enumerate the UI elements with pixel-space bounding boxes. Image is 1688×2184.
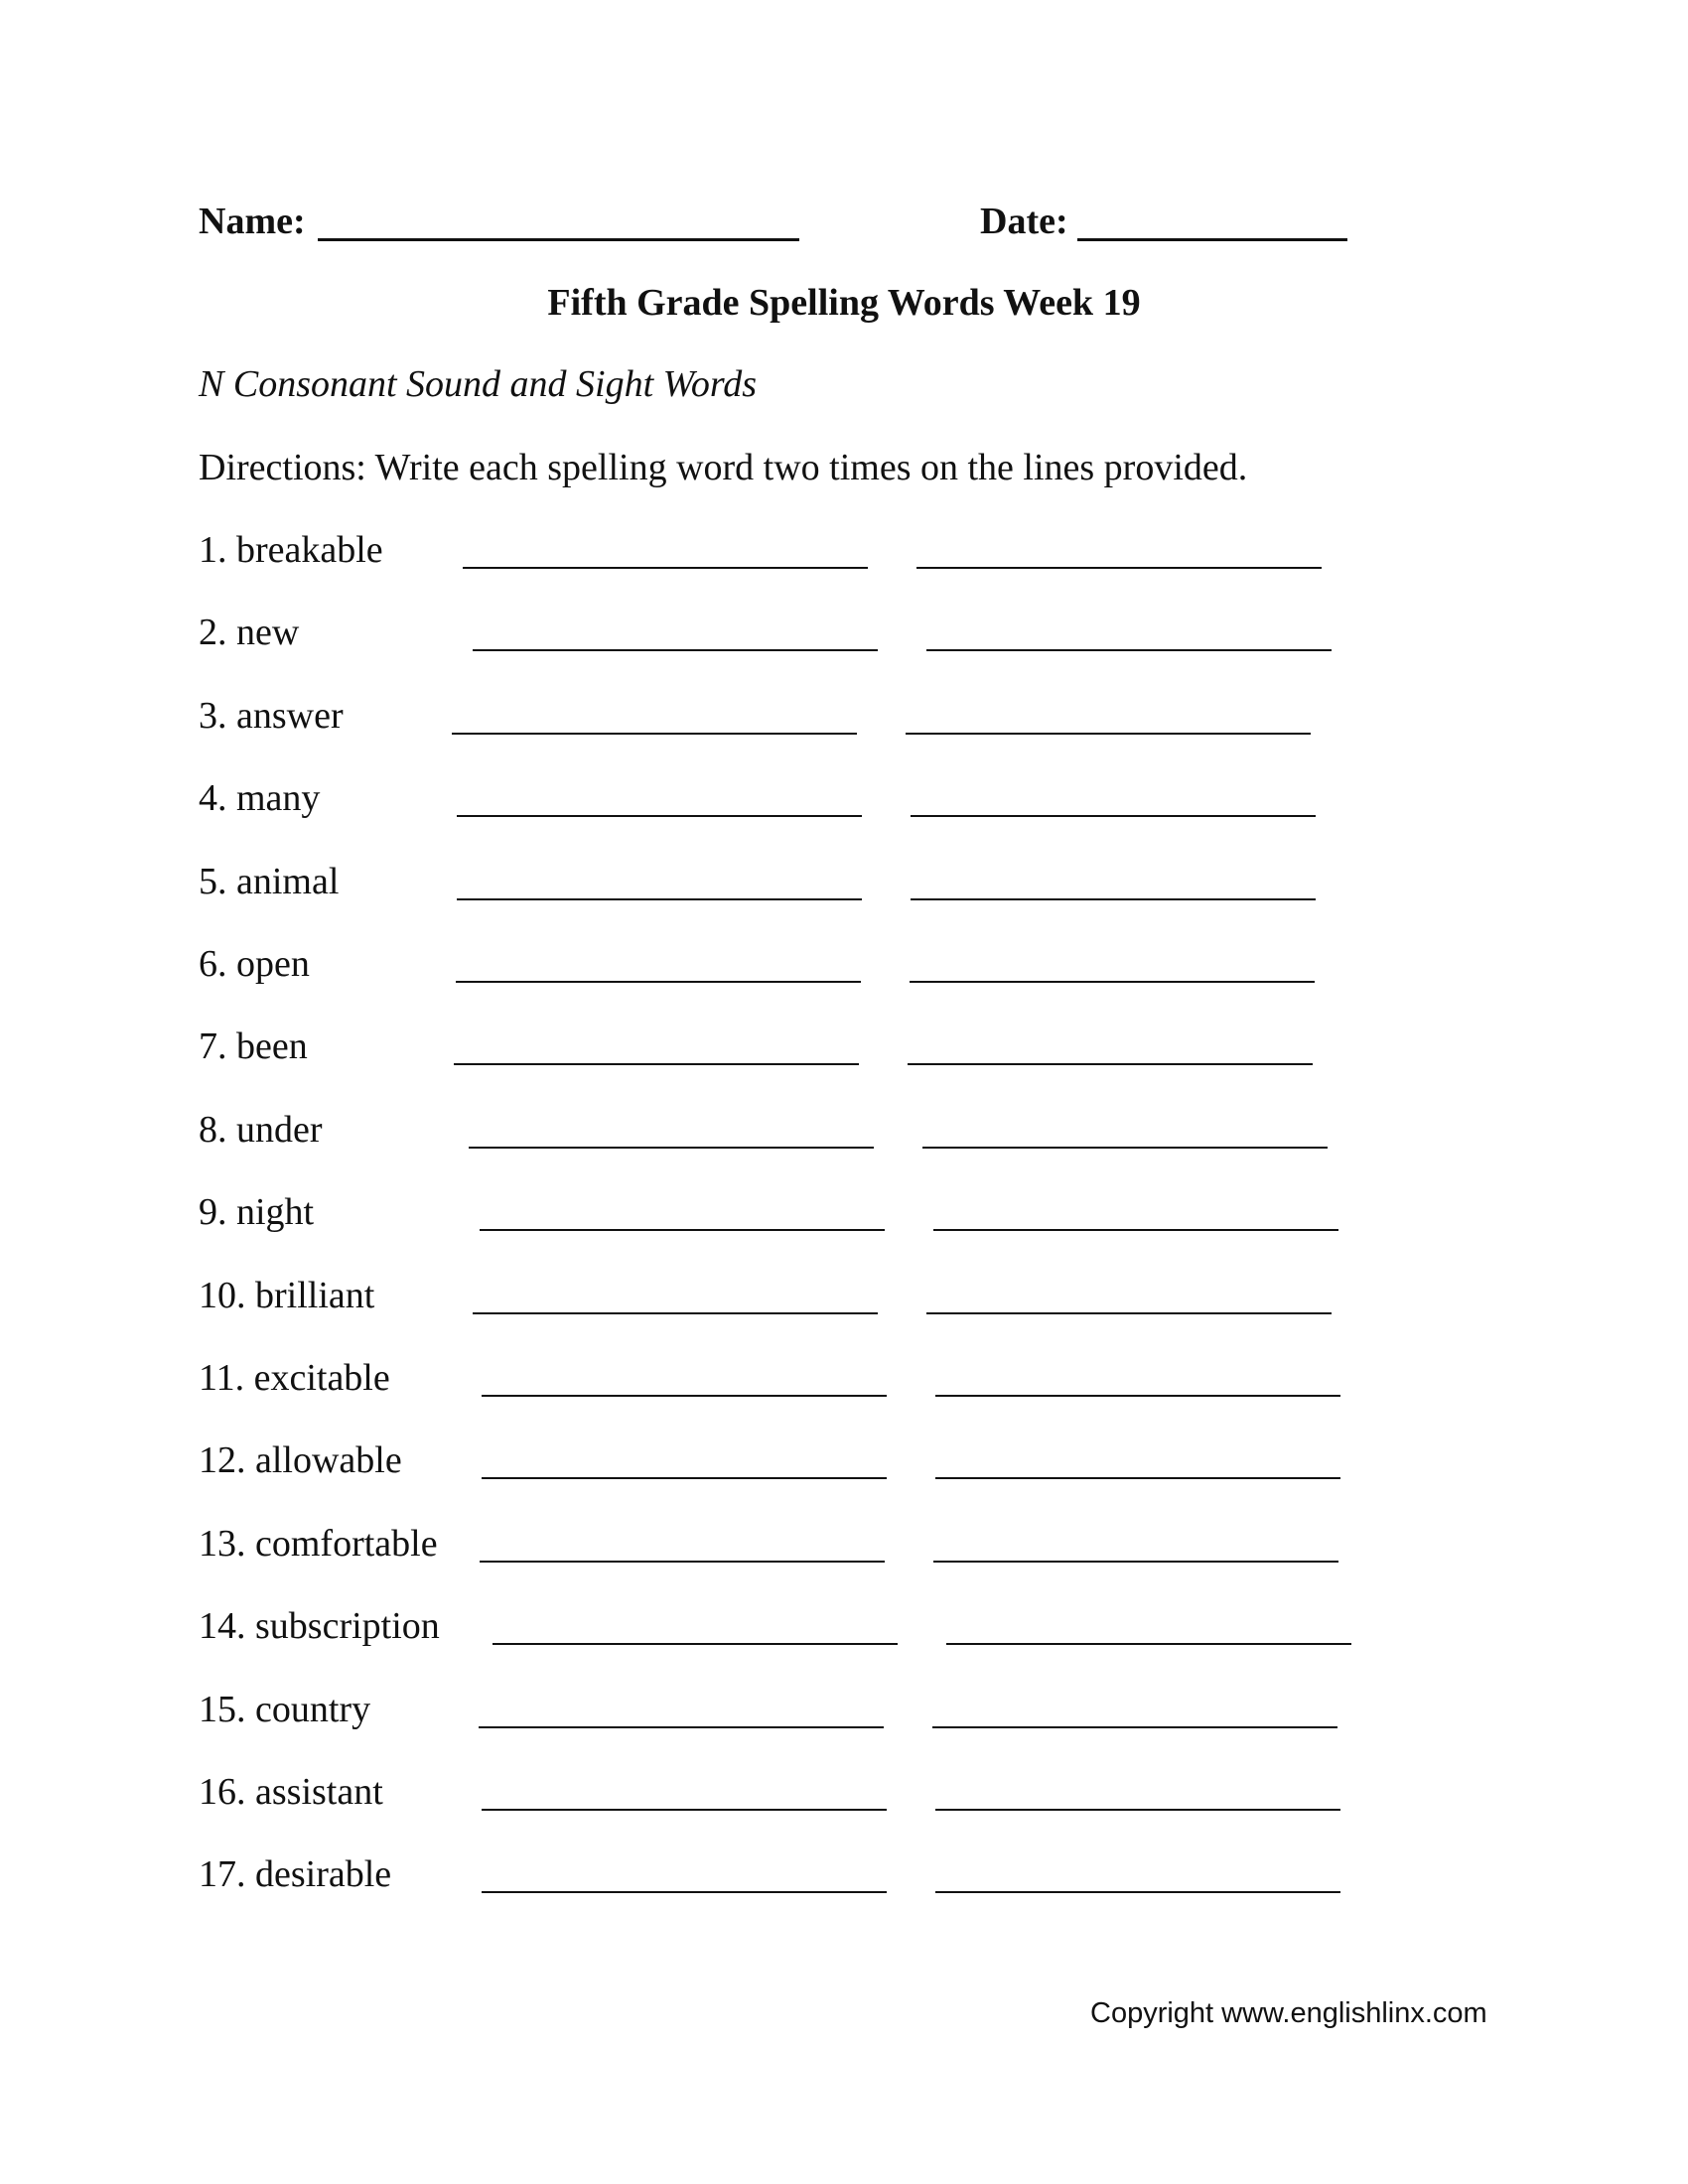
answer-line-second[interactable] bbox=[922, 1147, 1328, 1149]
answer-line-first[interactable] bbox=[454, 1063, 859, 1065]
copyright-notice: Copyright www.englishlinx.com bbox=[1090, 1997, 1487, 2029]
answer-line-first[interactable] bbox=[482, 1891, 887, 1893]
answer-line-second[interactable] bbox=[935, 1891, 1340, 1893]
answer-line-second[interactable] bbox=[935, 1477, 1340, 1479]
answer-line-second[interactable] bbox=[933, 1229, 1338, 1231]
answer-line-second[interactable] bbox=[910, 981, 1315, 983]
answer-line-first[interactable] bbox=[456, 981, 861, 983]
answer-line-first[interactable] bbox=[482, 1395, 887, 1397]
answer-line-first[interactable] bbox=[457, 815, 862, 817]
answer-line-first[interactable] bbox=[452, 733, 857, 735]
answer-line-first[interactable] bbox=[482, 1809, 887, 1811]
spelling-word: 11. excitable bbox=[199, 1357, 390, 1399]
worksheet-subtitle: N Consonant Sound and Sight Words bbox=[199, 363, 757, 405]
answer-line-second[interactable] bbox=[911, 898, 1316, 900]
answer-line-second[interactable] bbox=[911, 815, 1316, 817]
worksheet-title: Fifth Grade Spelling Words Week 19 bbox=[547, 282, 1141, 324]
answer-line-first[interactable] bbox=[482, 1477, 887, 1479]
answer-line-second[interactable] bbox=[926, 649, 1332, 651]
answer-line-first[interactable] bbox=[457, 898, 862, 900]
answer-line-second[interactable] bbox=[933, 1561, 1338, 1563]
answer-line-first[interactable] bbox=[473, 1312, 878, 1314]
spelling-word: 10. brilliant bbox=[199, 1274, 375, 1316]
spelling-word: 8. under bbox=[199, 1108, 323, 1151]
answer-line-first[interactable] bbox=[473, 649, 878, 651]
answer-line-second[interactable] bbox=[906, 733, 1311, 735]
date-label: Date: bbox=[980, 201, 1068, 242]
answer-line-first[interactable] bbox=[463, 567, 868, 569]
spelling-word: 9. night bbox=[199, 1191, 315, 1234]
answer-line-first[interactable] bbox=[480, 1561, 885, 1563]
answer-line-second[interactable] bbox=[946, 1643, 1351, 1645]
answer-line-second[interactable] bbox=[916, 567, 1322, 569]
answer-line-second[interactable] bbox=[908, 1063, 1313, 1065]
answer-line-first[interactable] bbox=[479, 1726, 884, 1728]
answer-line-first[interactable] bbox=[492, 1643, 898, 1645]
answer-line-first[interactable] bbox=[469, 1147, 874, 1149]
spelling-word: 2. new bbox=[199, 612, 300, 654]
spelling-word: 7. been bbox=[199, 1025, 308, 1068]
name-label: Name: bbox=[199, 201, 306, 242]
answer-line-second[interactable] bbox=[932, 1726, 1337, 1728]
spelling-word: 4. many bbox=[199, 777, 321, 820]
answer-line-second[interactable] bbox=[926, 1312, 1332, 1314]
answer-line-second[interactable] bbox=[935, 1809, 1340, 1811]
spelling-word: 17. desirable bbox=[199, 1853, 392, 1896]
spelling-word: 16. assistant bbox=[199, 1771, 383, 1813]
answer-line-second[interactable] bbox=[935, 1395, 1340, 1397]
spelling-word: 15. country bbox=[199, 1688, 371, 1730]
spelling-word: 14. subscription bbox=[199, 1605, 440, 1648]
spelling-word: 3. answer bbox=[199, 694, 344, 737]
spelling-word: 13. comfortable bbox=[199, 1522, 438, 1565]
worksheet-directions: Directions: Write each spelling word two times on the lines provided. bbox=[199, 447, 1248, 488]
answer-line-first[interactable] bbox=[480, 1229, 885, 1231]
spelling-word: 5. animal bbox=[199, 860, 340, 902]
spelling-word: 12. allowable bbox=[199, 1439, 402, 1482]
spelling-word: 1. breakable bbox=[199, 529, 383, 571]
spelling-word: 6. open bbox=[199, 943, 310, 985]
